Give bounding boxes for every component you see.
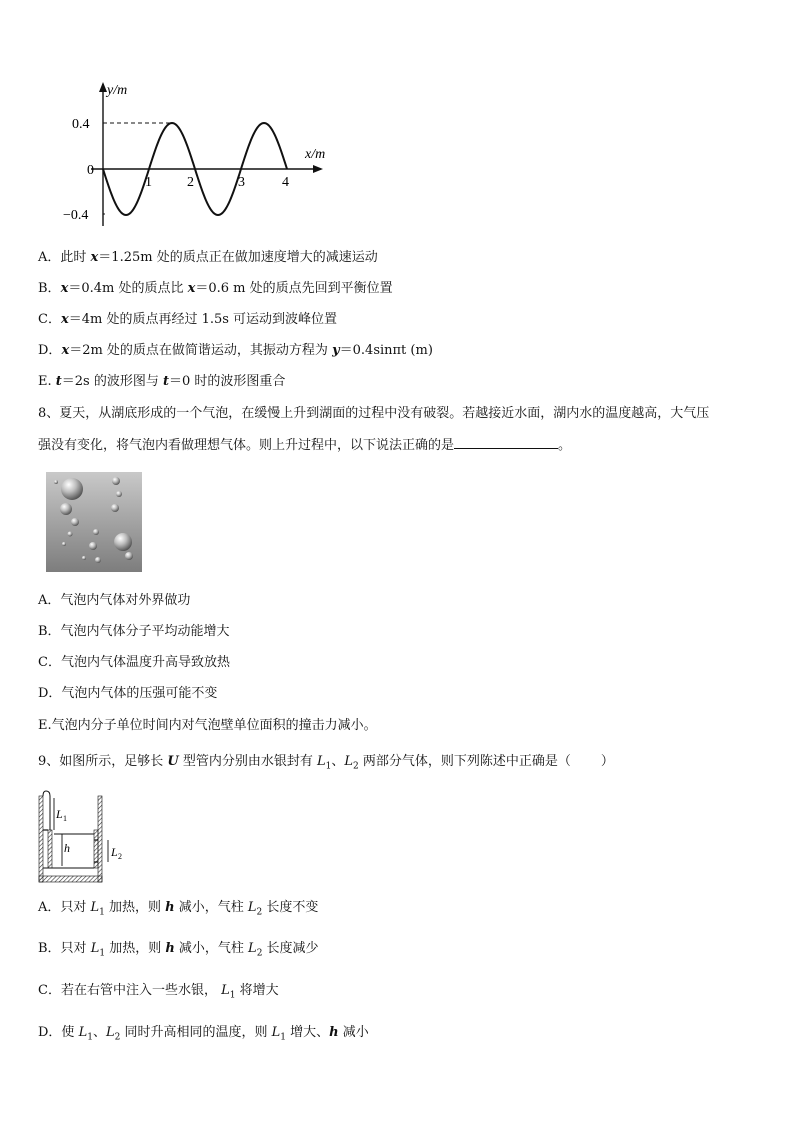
y-axis-label: y/m <box>107 83 128 98</box>
u-tube-diagram <box>36 790 136 885</box>
y-tick-zero: 0 <box>87 163 94 178</box>
x-tick-4: 4 <box>282 175 289 190</box>
x-tick-1: 1 <box>145 175 152 190</box>
u-tube-bottom <box>39 876 102 882</box>
bubble <box>114 533 132 551</box>
bubble <box>62 542 66 546</box>
q8-stem-line1: 8、夏天，从湖底形成的一个气泡，在缓慢上升到湖面的过程中没有破裂。若越接近水面，湖内水的温度越高，大气压 <box>38 406 710 421</box>
left-tube-cap <box>43 791 50 830</box>
q8-stem-line2: 强没有变化，将气泡内看做理想气体。则上升过程中，以下说法正确的是 。 <box>38 438 572 453</box>
left-tube-outer-wall <box>39 796 43 882</box>
left-tube-inner-wall <box>48 830 52 868</box>
l2-label-sub: 2 <box>118 852 122 861</box>
l2-label: L <box>111 845 118 859</box>
bubble <box>111 504 119 512</box>
bubble <box>125 552 133 560</box>
q9-stem: 9、如图所示，足够长 U 型管内分别由水银封有 $L_1$、$L_2$ 两部分气体，则下列陈述中正确是（ ） <box>38 754 614 772</box>
y-tick-bottom: −0.4 <box>63 208 89 223</box>
q8-option-d: D．气泡内气体的压强可能不变 <box>38 686 218 701</box>
bubble <box>82 556 86 560</box>
q9-option-d: D．使 $L_1$、$L_2$ 同时升高相同的温度，则 $L_1$ 增大、h 减小 <box>38 1025 369 1043</box>
q9-option-c: C．若在右管中注入一些水银， $L_1$ 将增大 <box>38 983 279 1001</box>
q7-option-a: A．此时 x＝1.25m 处的质点正在做加速度增大的减速运动 <box>38 250 378 265</box>
x-tick-2: 2 <box>187 175 194 190</box>
bubble <box>71 518 79 526</box>
bubble <box>89 542 97 550</box>
bubbles-image <box>46 472 142 572</box>
bubble <box>116 491 122 497</box>
bubble <box>61 478 83 500</box>
q8-option-a: A．气泡内气体对外界做功 <box>38 593 191 608</box>
right-tube-outer-wall <box>98 796 102 882</box>
bubble <box>54 480 58 484</box>
y-axis-arrow <box>99 82 107 92</box>
x-axis-arrow <box>313 165 323 173</box>
bubble <box>93 529 99 535</box>
q7-option-d: D．x＝2m 处的质点在做简谐运动，其振动方程为 y＝0.4sinπt (m) <box>38 343 433 358</box>
h-label: h <box>64 841 70 855</box>
q8-option-e: E.气泡内分子单位时间内对气泡壁单位面积的撞击力减小。 <box>38 718 377 733</box>
x-tick-3: 3 <box>238 175 245 190</box>
y-tick-top: 0.4 <box>72 117 90 132</box>
bubble <box>68 532 73 537</box>
q7-option-b: B．x＝0.4m 处的质点比 x＝0.6 m 处的质点先回到平衡位置 <box>38 281 393 296</box>
q8-option-b: B．气泡内气体分子平均动能增大 <box>38 624 230 639</box>
q9-option-a: A．只对 $L_1$ 加热，则 h 减小，气柱 $L_2$ 长度不变 <box>38 900 319 918</box>
wave-graph <box>55 78 345 228</box>
answer-blank[interactable] <box>454 436 558 449</box>
bubble <box>95 557 101 563</box>
q7-option-c: C．x＝4m 处的质点再经过 1.5s 可运动到波峰位置 <box>38 312 338 327</box>
x-axis-label: x/m <box>305 147 326 162</box>
q9-option-b: B．只对 $L_1$ 加热，则 h 减小，气柱 $L_2$ 长度减少 <box>38 941 319 959</box>
l1-label: L <box>56 807 63 821</box>
q8-option-c: C．气泡内气体温度升高导致放热 <box>38 655 230 670</box>
l1-label-sub: 1 <box>63 814 67 823</box>
q7-option-e: E. t＝2s 的波形图与 t＝0 时的波形图重合 <box>38 374 286 389</box>
bubble <box>60 503 72 515</box>
bubble <box>112 477 120 485</box>
